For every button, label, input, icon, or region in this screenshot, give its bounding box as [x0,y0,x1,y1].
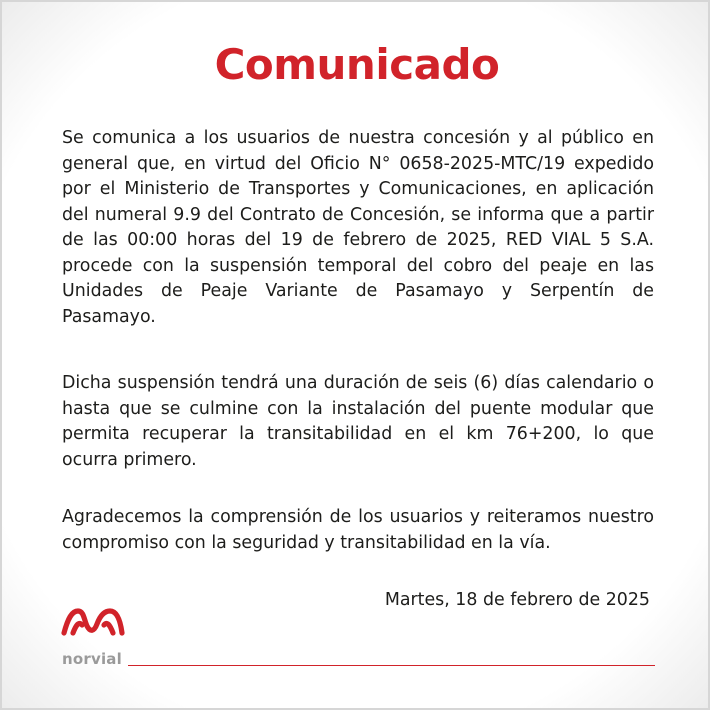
paragraph-1: Se comunica a los usuarios de nuestra concesión y al público en general que, en virtud del Oficio N° 0658-2025-MTC/19 expedido por el Ministerio de Transportes y Comunicaciones, en aplicación del numeral 9.9 del Contrato de Concesión, se informa que a partir de las 00:00 horas del 19 de febrero de 2025, RED VIAL 5 S.A. procede con la suspensión temporal del cobro del peaje en las Unidades de Peaje Variante de Pasamayo y Serpentín de Pasamayo. [62,128,654,327]
paragraph-2: Dicha suspensión tendrá una duración de seis (6) días calendario o hasta que se culmine con la instalación del puente modular que permita recuperar la transitabilidad en el km 76+200, lo que ocurra primero. [62,373,654,470]
page-title: Comunicado [214,40,500,89]
paragraph-3: Agradecemos la comprensión de los usuarios y reiteramos nuestro compromiso con la seguridad y transitabilidad en la vía. [62,507,654,553]
brand-divider [128,665,655,666]
announcement-date: Martes, 18 de febrero de 2025 [384,590,650,610]
brand-name: norvial [62,650,122,668]
norvial-logo-icon [60,606,126,636]
